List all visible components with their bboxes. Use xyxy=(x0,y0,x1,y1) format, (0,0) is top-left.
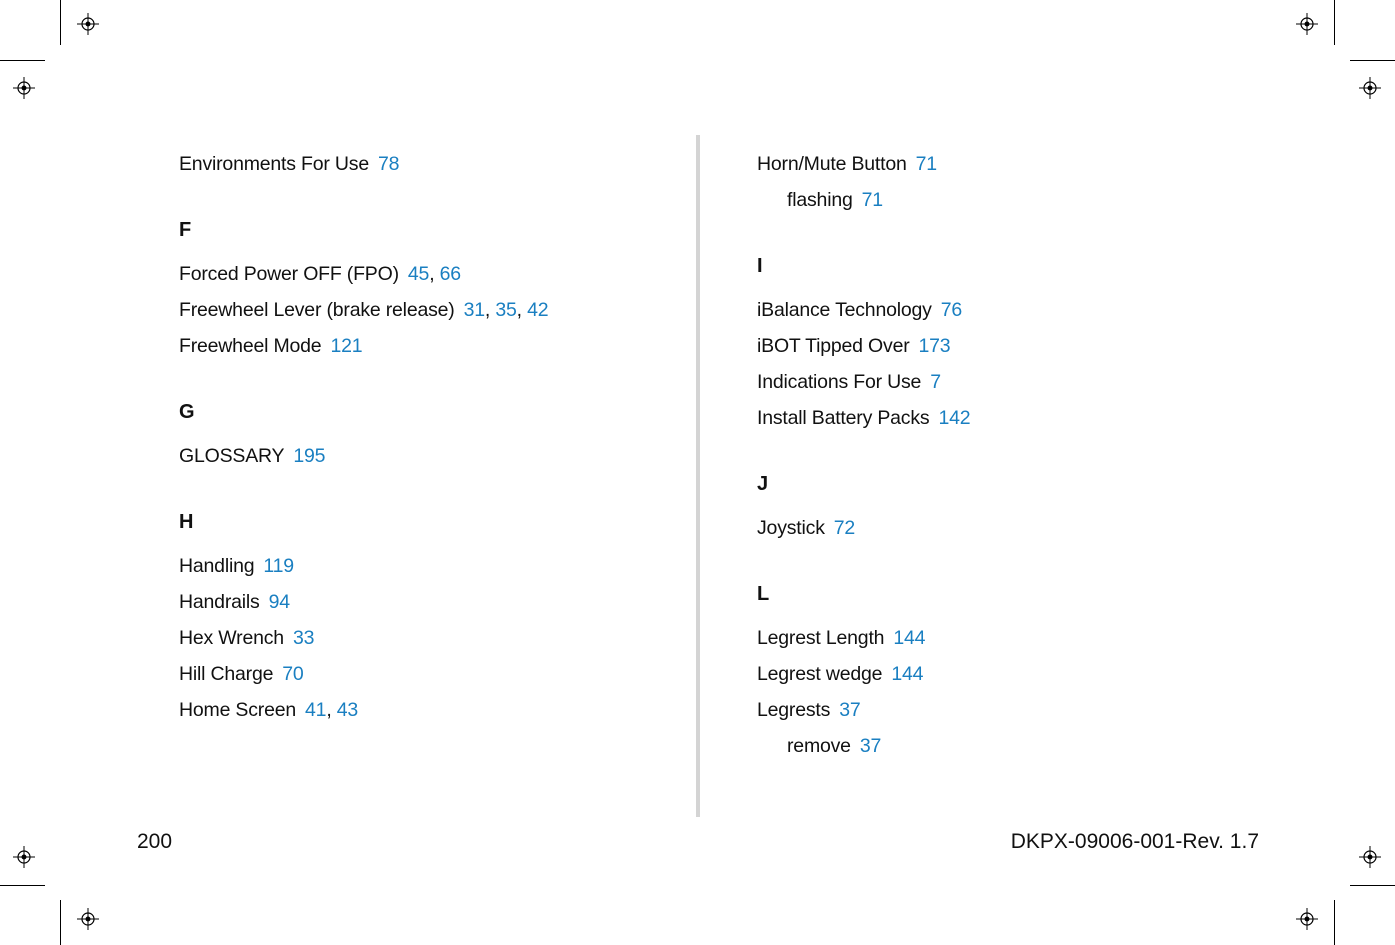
page-link[interactable]: 33 xyxy=(292,627,315,649)
index-entry xyxy=(179,692,548,728)
index-term: Joystick xyxy=(757,517,825,539)
crop-mark xyxy=(0,60,45,61)
index-letter-heading: F xyxy=(179,219,192,241)
registration-mark-icon xyxy=(1296,908,1318,930)
index-entry xyxy=(757,146,970,182)
page-link[interactable]: 144 xyxy=(891,663,924,685)
page-link[interactable]: 119 xyxy=(263,555,294,577)
registration-mark-icon xyxy=(1359,77,1381,99)
page-references xyxy=(891,663,923,685)
index-term: Legrest wedge xyxy=(757,663,883,685)
page-link[interactable]: 37 xyxy=(859,735,882,757)
index-term: iBOT Tipped Over xyxy=(757,335,910,357)
page-link[interactable]: 43 xyxy=(336,699,359,721)
crop-mark xyxy=(0,885,45,886)
index-letter-heading: G xyxy=(179,401,195,423)
index-term: Environments For Use xyxy=(179,153,369,175)
page-references xyxy=(930,371,941,393)
index-term: remove xyxy=(787,735,851,757)
page-references xyxy=(893,627,925,649)
crop-mark xyxy=(1334,0,1335,45)
index-letter-heading: J xyxy=(757,473,769,495)
index-entry xyxy=(757,328,970,364)
index-entry xyxy=(179,256,548,292)
page-separator: , xyxy=(326,699,337,721)
registration-mark-icon xyxy=(77,908,99,930)
page-link[interactable]: 173 xyxy=(918,335,951,357)
page-references xyxy=(941,299,962,321)
index-entry xyxy=(757,620,970,656)
page-link[interactable]: 71 xyxy=(861,189,883,211)
index-term: Horn/Mute Button xyxy=(757,153,907,175)
page-references xyxy=(938,407,970,429)
page-references xyxy=(839,699,860,721)
index-term: Handrails xyxy=(179,591,260,613)
page-link[interactable]: 94 xyxy=(268,591,290,613)
page-references xyxy=(919,335,951,357)
page-references xyxy=(862,189,883,211)
page-link[interactable]: 72 xyxy=(833,517,856,539)
page-references xyxy=(378,153,399,175)
index-entry xyxy=(179,328,548,364)
page-link[interactable]: 42 xyxy=(527,299,549,321)
page-link[interactable]: 142 xyxy=(938,407,971,429)
page-link[interactable]: 37 xyxy=(839,699,861,721)
index-entry xyxy=(179,584,548,620)
index-subentry xyxy=(757,728,970,764)
index-letter-heading: L xyxy=(757,583,770,605)
page-link[interactable]: 66 xyxy=(439,263,461,285)
page-references xyxy=(293,445,325,467)
index-term: Hex Wrench xyxy=(179,627,284,649)
page-link[interactable]: 7 xyxy=(930,371,941,393)
index-entry xyxy=(179,146,548,182)
registration-mark-icon xyxy=(13,846,35,868)
column-divider xyxy=(696,135,700,817)
index-term: Freewheel Lever (brake release) xyxy=(179,299,455,321)
page-references xyxy=(263,555,294,577)
index-entry xyxy=(179,292,548,328)
index-letter-heading: H xyxy=(179,511,194,533)
index-term: Legrest Length xyxy=(757,627,885,649)
index-letter-heading: I xyxy=(757,255,763,277)
page-link[interactable]: 35 xyxy=(495,299,517,321)
index-term: Hill Charge xyxy=(179,663,274,685)
page-references xyxy=(269,591,290,613)
index-term: Handling xyxy=(179,555,255,577)
page-link[interactable]: 121 xyxy=(330,335,363,357)
page-references xyxy=(330,335,362,357)
page-references xyxy=(408,263,461,285)
index-entry xyxy=(757,400,970,436)
index-term: iBalance Technology xyxy=(757,299,932,321)
crop-mark xyxy=(60,900,61,945)
index-entry xyxy=(757,510,970,546)
document-id: DKPX-09006-001-Rev. 1.7 xyxy=(1010,830,1259,853)
page-link[interactable]: 70 xyxy=(282,663,304,685)
page-number: 200 xyxy=(137,830,173,853)
index-term: Freewheel Mode xyxy=(179,335,322,357)
page-link[interactable]: 78 xyxy=(377,153,400,175)
page-link[interactable]: 45 xyxy=(407,263,430,285)
page-link[interactable]: 41 xyxy=(305,699,327,721)
index-term: flashing xyxy=(787,189,853,211)
page-references xyxy=(282,663,303,685)
index-entry xyxy=(179,656,548,692)
crop-mark xyxy=(1334,900,1335,945)
index-entry xyxy=(757,656,970,692)
page-link[interactable]: 71 xyxy=(915,153,937,175)
index-term: GLOSSARY xyxy=(179,445,285,467)
index-entry xyxy=(757,292,970,328)
index-entry xyxy=(757,692,970,728)
page-link[interactable]: 31 xyxy=(463,299,485,321)
index-term: Forced Power OFF (FPO) xyxy=(179,263,399,285)
index-term: Home Screen xyxy=(179,699,297,721)
page-references xyxy=(916,153,937,175)
page-link[interactable]: 195 xyxy=(293,445,326,467)
page-link[interactable]: 144 xyxy=(893,627,926,649)
crop-mark xyxy=(1350,60,1395,61)
page-references xyxy=(305,699,358,721)
index-term: Indications For Use xyxy=(757,371,922,393)
registration-mark-icon xyxy=(1359,846,1381,868)
page-separator: , xyxy=(516,299,528,321)
page-separator: , xyxy=(429,263,440,285)
registration-mark-icon xyxy=(77,13,99,35)
registration-mark-icon xyxy=(1296,13,1318,35)
index-entry xyxy=(179,620,548,656)
page-references xyxy=(860,735,881,757)
page-references xyxy=(293,627,314,649)
index-column-right xyxy=(757,146,970,764)
crop-mark xyxy=(1350,885,1395,886)
index-term: Legrests xyxy=(757,699,831,721)
index-column-left xyxy=(179,146,548,728)
registration-mark-icon xyxy=(13,77,35,99)
page-separator: , xyxy=(484,299,496,321)
crop-mark xyxy=(60,0,61,45)
index-subentry xyxy=(757,182,970,218)
page-references xyxy=(464,299,549,321)
index-entry xyxy=(179,548,548,584)
index-entry xyxy=(179,438,548,474)
index-entry xyxy=(757,364,970,400)
page-link[interactable]: 76 xyxy=(940,299,963,321)
index-term: Install Battery Packs xyxy=(757,407,930,429)
page-references xyxy=(834,517,855,539)
